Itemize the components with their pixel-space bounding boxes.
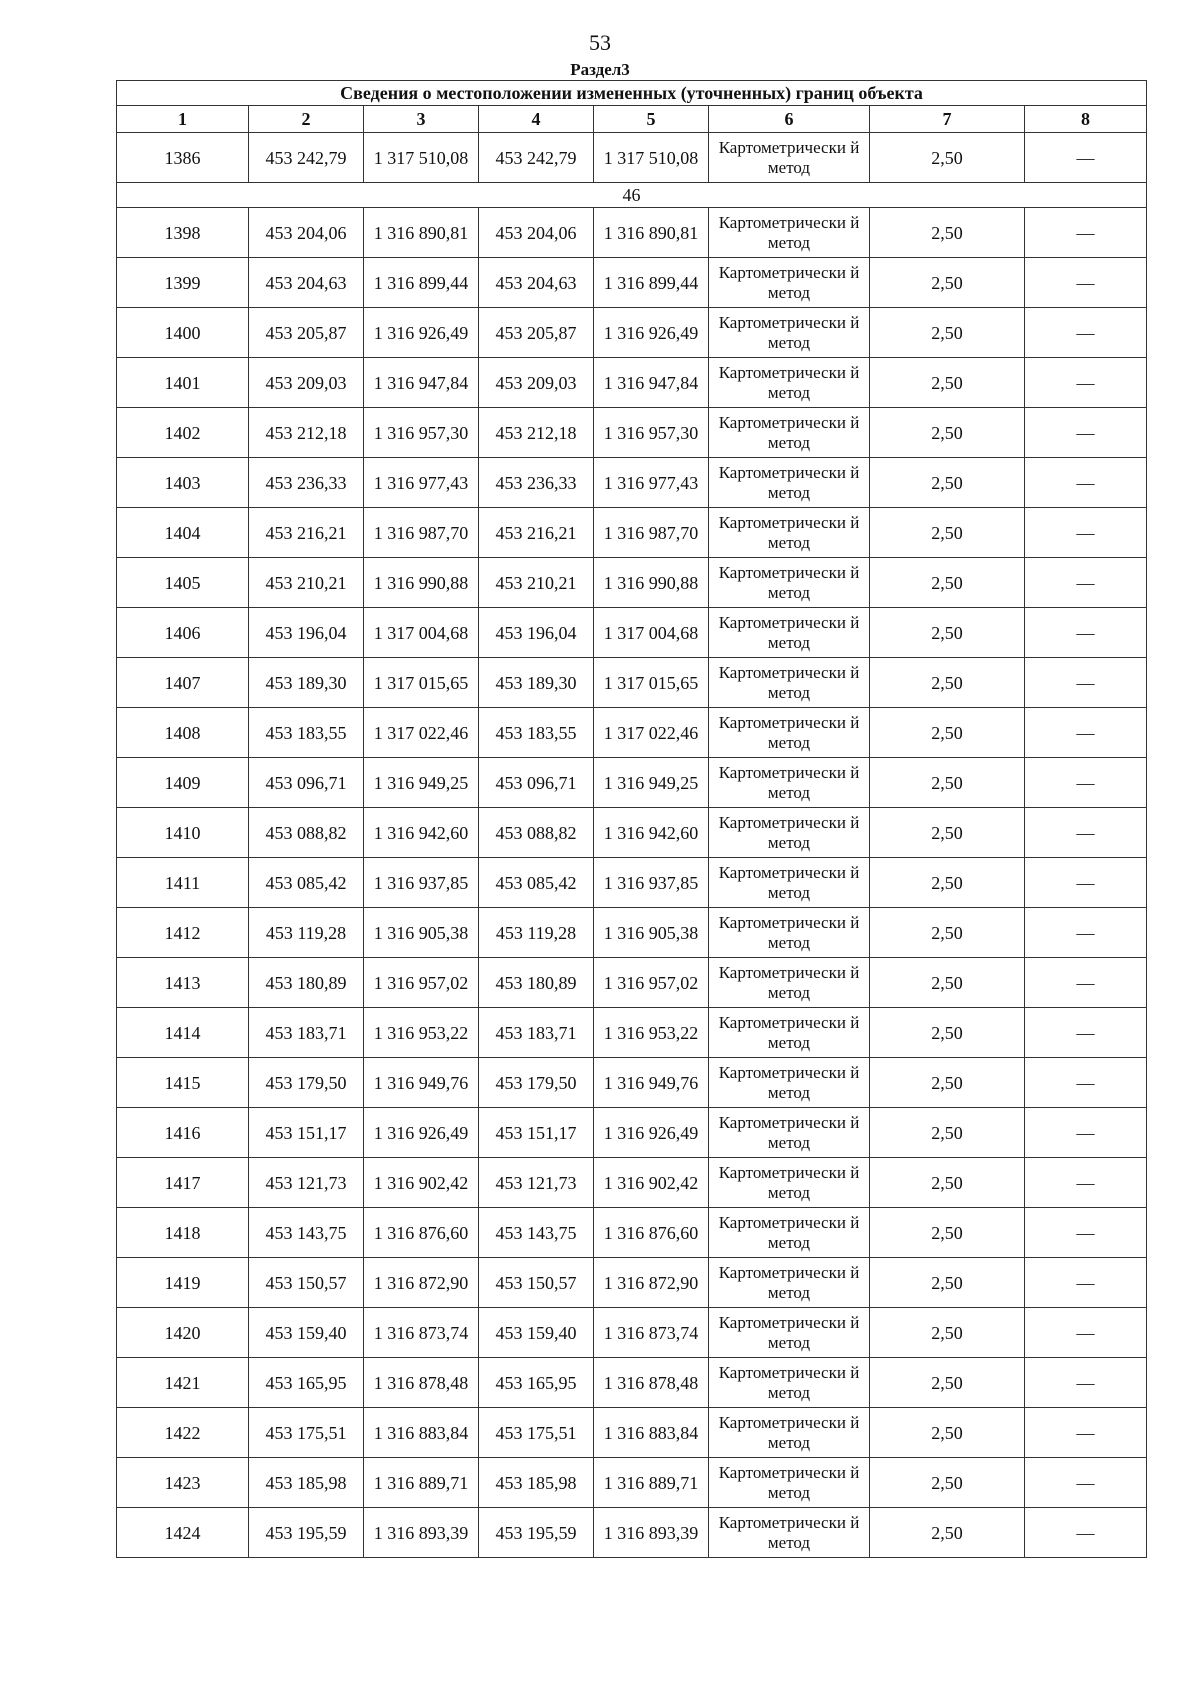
accuracy-cell: 2,50: [870, 258, 1025, 308]
new-x-coordinate: 453 179,50: [479, 1058, 594, 1108]
table-row: [117, 1458, 1147, 1508]
point-number: 1400: [117, 308, 249, 358]
new-x-coordinate: 453 210,21: [479, 558, 594, 608]
method-cell: Картометрически й метод: [709, 1008, 870, 1058]
note-cell: —: [1025, 208, 1147, 258]
old-x-coordinate: 453 096,71: [249, 758, 364, 808]
page-number: 53: [589, 30, 611, 55]
method-cell: Картометрически й метод: [709, 208, 870, 258]
table-row: [117, 1058, 1147, 1108]
old-x-coordinate: 453 165,95: [249, 1358, 364, 1408]
old-y-coordinate: 1 316 957,02: [364, 958, 479, 1008]
accuracy-cell: 2,50: [870, 1008, 1025, 1058]
table-row: [117, 1358, 1147, 1408]
table-row: [117, 358, 1147, 408]
old-x-coordinate: 453 175,51: [249, 1408, 364, 1458]
old-x-coordinate: 453 183,55: [249, 708, 364, 758]
old-y-coordinate: 1 317 015,65: [364, 658, 479, 708]
accuracy-cell: 2,50: [870, 508, 1025, 558]
point-number: 1419: [117, 1258, 249, 1308]
old-y-coordinate: 1 316 947,84: [364, 358, 479, 408]
old-y-coordinate: 1 316 949,76: [364, 1058, 479, 1108]
old-y-coordinate: 1 316 937,85: [364, 858, 479, 908]
old-y-coordinate: 1 316 987,70: [364, 508, 479, 558]
new-x-coordinate: 453 151,17: [479, 1108, 594, 1158]
point-number: 1415: [117, 1058, 249, 1108]
old-x-coordinate: 453 150,57: [249, 1258, 364, 1308]
accuracy-cell: 2,50: [870, 708, 1025, 758]
new-x-coordinate: 453 205,87: [479, 308, 594, 358]
point-number: 1406: [117, 608, 249, 658]
old-x-coordinate: 453 195,59: [249, 1508, 364, 1558]
note-cell: —: [1025, 1408, 1147, 1458]
old-y-coordinate: 1 316 893,39: [364, 1508, 479, 1558]
column-header: 8: [1025, 106, 1147, 133]
table-row: [117, 208, 1147, 258]
method-cell: Картометрически й метод: [709, 508, 870, 558]
old-y-coordinate: 1 316 977,43: [364, 458, 479, 508]
method-cell: Картометрически й метод: [709, 808, 870, 858]
note-cell: —: [1025, 708, 1147, 758]
new-x-coordinate: 453 216,21: [479, 508, 594, 558]
note-cell: —: [1025, 1058, 1147, 1108]
method-cell: Картометрически й метод: [709, 658, 870, 708]
note-cell: —: [1025, 508, 1147, 558]
method-cell: Картометрически й метод: [709, 858, 870, 908]
new-x-coordinate: 453 088,82: [479, 808, 594, 858]
old-x-coordinate: 453 210,21: [249, 558, 364, 608]
point-number: 1418: [117, 1208, 249, 1258]
method-cell: Картометрически й метод: [709, 1458, 870, 1508]
table-row: [117, 1258, 1147, 1308]
method-cell: Картометрически й метод: [709, 1108, 870, 1158]
old-y-coordinate: 1 316 926,49: [364, 1108, 479, 1158]
old-x-coordinate: 453 189,30: [249, 658, 364, 708]
new-x-coordinate: 453 165,95: [479, 1358, 594, 1408]
point-number: 1407: [117, 658, 249, 708]
old-y-coordinate: 1 317 022,46: [364, 708, 479, 758]
old-x-coordinate: 453 185,98: [249, 1458, 364, 1508]
old-x-coordinate: 453 143,75: [249, 1208, 364, 1258]
note-cell: —: [1025, 658, 1147, 708]
note-cell: —: [1025, 758, 1147, 808]
column-header: 6: [709, 106, 870, 133]
column-header: 5: [594, 106, 709, 133]
point-number: 1405: [117, 558, 249, 608]
new-y-coordinate: 1 316 926,49: [594, 1108, 709, 1158]
new-x-coordinate: 453 242,79: [479, 133, 594, 183]
old-y-coordinate: 1 316 905,38: [364, 908, 479, 958]
accuracy-cell: 2,50: [870, 1308, 1025, 1358]
method-cell: Картометрически й метод: [709, 1058, 870, 1108]
new-x-coordinate: 453 159,40: [479, 1308, 594, 1358]
accuracy-cell: 2,50: [870, 858, 1025, 908]
point-number: 1421: [117, 1358, 249, 1408]
old-y-coordinate: 1 316 878,48: [364, 1358, 479, 1408]
new-x-coordinate: 453 212,18: [479, 408, 594, 458]
note-cell: —: [1025, 1508, 1147, 1558]
new-y-coordinate: 1 316 893,39: [594, 1508, 709, 1558]
method-cell: Картометрически й метод: [709, 1158, 870, 1208]
new-y-coordinate: 1 316 957,02: [594, 958, 709, 1008]
new-x-coordinate: 453 183,71: [479, 1008, 594, 1058]
table-row: [117, 458, 1147, 508]
note-cell: —: [1025, 308, 1147, 358]
table-row: [117, 1158, 1147, 1208]
new-y-coordinate: 1 316 883,84: [594, 1408, 709, 1458]
method-cell: Картометрически й метод: [709, 1208, 870, 1258]
new-y-coordinate: 1 316 873,74: [594, 1308, 709, 1358]
old-y-coordinate: 1 317 510,08: [364, 133, 479, 183]
new-y-coordinate: 1 316 889,71: [594, 1458, 709, 1508]
old-x-coordinate: 453 159,40: [249, 1308, 364, 1358]
table-header-row: [117, 106, 1147, 133]
old-x-coordinate: 453 119,28: [249, 908, 364, 958]
old-x-coordinate: 453 151,17: [249, 1108, 364, 1158]
new-y-coordinate: 1 316 890,81: [594, 208, 709, 258]
note-cell: —: [1025, 1458, 1147, 1508]
method-cell: Картометрически й метод: [709, 458, 870, 508]
accuracy-cell: 2,50: [870, 758, 1025, 808]
method-cell: Картометрически й метод: [709, 558, 870, 608]
group-row: [117, 183, 1147, 208]
accuracy-cell: 2,50: [870, 458, 1025, 508]
method-cell: Картометрически й метод: [709, 1508, 870, 1558]
point-number: 1414: [117, 1008, 249, 1058]
note-cell: —: [1025, 1208, 1147, 1258]
new-y-coordinate: 1 317 015,65: [594, 658, 709, 708]
group-label: 46: [117, 183, 1147, 208]
accuracy-cell: 2,50: [870, 1508, 1025, 1558]
method-cell: Картометрически й метод: [709, 258, 870, 308]
old-y-coordinate: 1 316 889,71: [364, 1458, 479, 1508]
new-y-coordinate: 1 316 942,60: [594, 808, 709, 858]
old-y-coordinate: 1 316 872,90: [364, 1258, 479, 1308]
table-row: [117, 133, 1147, 183]
point-number: 1413: [117, 958, 249, 1008]
accuracy-cell: 2,50: [870, 1258, 1025, 1308]
old-x-coordinate: 453 236,33: [249, 458, 364, 508]
note-cell: —: [1025, 1308, 1147, 1358]
old-x-coordinate: 453 088,82: [249, 808, 364, 858]
accuracy-cell: 2,50: [870, 358, 1025, 408]
accuracy-cell: 2,50: [870, 1208, 1025, 1258]
new-x-coordinate: 453 236,33: [479, 458, 594, 508]
point-number: 1412: [117, 908, 249, 958]
accuracy-cell: 2,50: [870, 408, 1025, 458]
method-cell: Картометрически й метод: [709, 758, 870, 808]
old-x-coordinate: 453 085,42: [249, 858, 364, 908]
old-y-coordinate: 1 316 953,22: [364, 1008, 479, 1058]
old-y-coordinate: 1 316 876,60: [364, 1208, 479, 1258]
new-x-coordinate: 453 196,04: [479, 608, 594, 658]
new-y-coordinate: 1 316 949,25: [594, 758, 709, 808]
new-x-coordinate: 453 209,03: [479, 358, 594, 408]
column-header: 4: [479, 106, 594, 133]
point-number: 1403: [117, 458, 249, 508]
new-y-coordinate: 1 317 004,68: [594, 608, 709, 658]
accuracy-cell: 2,50: [870, 1158, 1025, 1208]
point-number: 1401: [117, 358, 249, 408]
boundary-coordinates-table: [116, 80, 1147, 1558]
table-row: [117, 858, 1147, 908]
note-cell: —: [1025, 408, 1147, 458]
new-x-coordinate: 453 085,42: [479, 858, 594, 908]
new-y-coordinate: 1 316 990,88: [594, 558, 709, 608]
note-cell: —: [1025, 1358, 1147, 1408]
accuracy-cell: 2,50: [870, 1058, 1025, 1108]
old-x-coordinate: 453 242,79: [249, 133, 364, 183]
method-cell: Картометрически й метод: [709, 908, 870, 958]
new-y-coordinate: 1 316 977,43: [594, 458, 709, 508]
point-number: 1399: [117, 258, 249, 308]
old-y-coordinate: 1 316 873,74: [364, 1308, 479, 1358]
note-cell: —: [1025, 458, 1147, 508]
table-row: [117, 1508, 1147, 1558]
method-cell: Картометрически й метод: [709, 608, 870, 658]
method-cell: Картометрически й метод: [709, 1308, 870, 1358]
point-number: 1386: [117, 133, 249, 183]
note-cell: —: [1025, 1158, 1147, 1208]
new-x-coordinate: 453 189,30: [479, 658, 594, 708]
new-y-coordinate: 1 316 872,90: [594, 1258, 709, 1308]
point-number: 1424: [117, 1508, 249, 1558]
table-row: [117, 508, 1147, 558]
new-y-coordinate: 1 316 987,70: [594, 508, 709, 558]
old-x-coordinate: 453 212,18: [249, 408, 364, 458]
table-row: [117, 1108, 1147, 1158]
note-cell: —: [1025, 1108, 1147, 1158]
table-row: [117, 258, 1147, 308]
accuracy-cell: 2,50: [870, 308, 1025, 358]
method-cell: Картометрически й метод: [709, 133, 870, 183]
note-cell: —: [1025, 558, 1147, 608]
table-row: [117, 758, 1147, 808]
column-header: 2: [249, 106, 364, 133]
new-y-coordinate: 1 316 926,49: [594, 308, 709, 358]
table-row: [117, 1408, 1147, 1458]
note-cell: —: [1025, 908, 1147, 958]
table-row: [117, 708, 1147, 758]
column-header: 3: [364, 106, 479, 133]
method-cell: Картометрически й метод: [709, 708, 870, 758]
column-header: 7: [870, 106, 1025, 133]
column-header: 1: [117, 106, 249, 133]
new-y-coordinate: 1 317 510,08: [594, 133, 709, 183]
new-x-coordinate: 453 183,55: [479, 708, 594, 758]
new-y-coordinate: 1 316 902,42: [594, 1158, 709, 1208]
old-x-coordinate: 453 180,89: [249, 958, 364, 1008]
old-y-coordinate: 1 316 883,84: [364, 1408, 479, 1458]
method-cell: Картометрически й метод: [709, 1358, 870, 1408]
accuracy-cell: 2,50: [870, 608, 1025, 658]
table-row: [117, 1008, 1147, 1058]
new-x-coordinate: 453 150,57: [479, 1258, 594, 1308]
method-cell: Картометрически й метод: [709, 358, 870, 408]
new-x-coordinate: 453 096,71: [479, 758, 594, 808]
note-cell: —: [1025, 858, 1147, 908]
table-row: [117, 908, 1147, 958]
new-y-coordinate: 1 316 937,85: [594, 858, 709, 908]
point-number: 1416: [117, 1108, 249, 1158]
accuracy-cell: 2,50: [870, 808, 1025, 858]
old-x-coordinate: 453 204,63: [249, 258, 364, 308]
table-row: [117, 308, 1147, 358]
point-number: 1410: [117, 808, 249, 858]
accuracy-cell: 2,50: [870, 1408, 1025, 1458]
note-cell: —: [1025, 133, 1147, 183]
new-y-coordinate: 1 316 905,38: [594, 908, 709, 958]
point-number: 1398: [117, 208, 249, 258]
accuracy-cell: 2,50: [870, 1108, 1025, 1158]
note-cell: —: [1025, 808, 1147, 858]
new-y-coordinate: 1 316 947,84: [594, 358, 709, 408]
old-x-coordinate: 453 196,04: [249, 608, 364, 658]
accuracy-cell: 2,50: [870, 658, 1025, 708]
new-x-coordinate: 453 175,51: [479, 1408, 594, 1458]
note-cell: —: [1025, 1008, 1147, 1058]
table-row: [117, 1308, 1147, 1358]
point-number: 1420: [117, 1308, 249, 1358]
old-x-coordinate: 453 179,50: [249, 1058, 364, 1108]
accuracy-cell: 2,50: [870, 558, 1025, 608]
point-number: 1409: [117, 758, 249, 808]
new-x-coordinate: 453 204,06: [479, 208, 594, 258]
old-y-coordinate: 1 316 957,30: [364, 408, 479, 458]
table-row: [117, 808, 1147, 858]
accuracy-cell: 2,50: [870, 958, 1025, 1008]
old-y-coordinate: 1 316 942,60: [364, 808, 479, 858]
point-number: 1402: [117, 408, 249, 458]
method-cell: Картометрически й метод: [709, 408, 870, 458]
note-cell: —: [1025, 358, 1147, 408]
method-cell: Картометрически й метод: [709, 1258, 870, 1308]
table-row: [117, 958, 1147, 1008]
table-caption-row: [117, 81, 1147, 106]
point-number: 1408: [117, 708, 249, 758]
new-y-coordinate: 1 316 953,22: [594, 1008, 709, 1058]
point-number: 1423: [117, 1458, 249, 1508]
old-y-coordinate: 1 316 902,42: [364, 1158, 479, 1208]
accuracy-cell: 2,50: [870, 1358, 1025, 1408]
accuracy-cell: 2,50: [870, 208, 1025, 258]
old-y-coordinate: 1 316 899,44: [364, 258, 479, 308]
section-title: Раздел3: [570, 60, 630, 79]
old-y-coordinate: 1 316 949,25: [364, 758, 479, 808]
note-cell: —: [1025, 958, 1147, 1008]
old-y-coordinate: 1 316 890,81: [364, 208, 479, 258]
new-x-coordinate: 453 121,73: [479, 1158, 594, 1208]
new-y-coordinate: 1 316 876,60: [594, 1208, 709, 1258]
point-number: 1411: [117, 858, 249, 908]
old-y-coordinate: 1 316 926,49: [364, 308, 479, 358]
table-row: [117, 558, 1147, 608]
note-cell: —: [1025, 258, 1147, 308]
note-cell: —: [1025, 1258, 1147, 1308]
table-row: [117, 608, 1147, 658]
table-row: [117, 658, 1147, 708]
old-x-coordinate: 453 209,03: [249, 358, 364, 408]
accuracy-cell: 2,50: [870, 1458, 1025, 1508]
new-x-coordinate: 453 180,89: [479, 958, 594, 1008]
new-y-coordinate: 1 316 899,44: [594, 258, 709, 308]
old-y-coordinate: 1 317 004,68: [364, 608, 479, 658]
old-y-coordinate: 1 316 990,88: [364, 558, 479, 608]
table-row: [117, 408, 1147, 458]
new-y-coordinate: 1 316 949,76: [594, 1058, 709, 1108]
method-cell: Картометрически й метод: [709, 308, 870, 358]
new-x-coordinate: 453 185,98: [479, 1458, 594, 1508]
old-x-coordinate: 453 183,71: [249, 1008, 364, 1058]
point-number: 1404: [117, 508, 249, 558]
old-x-coordinate: 453 121,73: [249, 1158, 364, 1208]
new-x-coordinate: 453 119,28: [479, 908, 594, 958]
accuracy-cell: 2,50: [870, 133, 1025, 183]
note-cell: —: [1025, 608, 1147, 658]
new-x-coordinate: 453 204,63: [479, 258, 594, 308]
new-y-coordinate: 1 317 022,46: [594, 708, 709, 758]
method-cell: Картометрически й метод: [709, 1408, 870, 1458]
point-number: 1417: [117, 1158, 249, 1208]
table-caption: Сведения о местоположении измененных (уточненных) границ объекта: [117, 81, 1147, 106]
table-row: [117, 1208, 1147, 1258]
new-x-coordinate: 453 143,75: [479, 1208, 594, 1258]
old-x-coordinate: 453 216,21: [249, 508, 364, 558]
new-y-coordinate: 1 316 957,30: [594, 408, 709, 458]
method-cell: Картометрически й метод: [709, 958, 870, 1008]
new-y-coordinate: 1 316 878,48: [594, 1358, 709, 1408]
new-x-coordinate: 453 195,59: [479, 1508, 594, 1558]
accuracy-cell: 2,50: [870, 908, 1025, 958]
point-number: 1422: [117, 1408, 249, 1458]
old-x-coordinate: 453 205,87: [249, 308, 364, 358]
old-x-coordinate: 453 204,06: [249, 208, 364, 258]
